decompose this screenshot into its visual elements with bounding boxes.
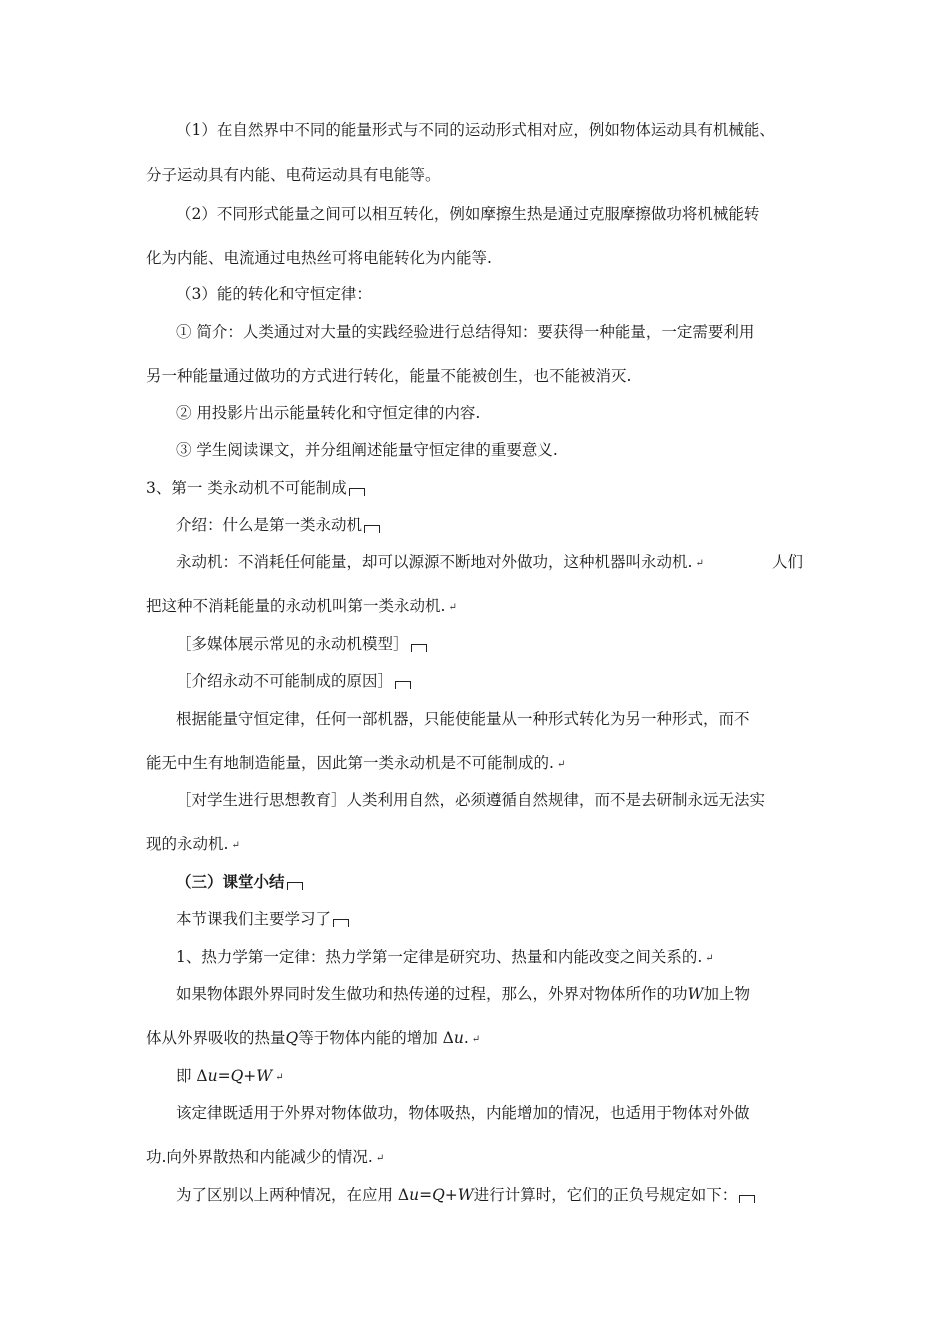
- paragraph-line: 本节课我们主要学习了: [176, 909, 349, 929]
- section-heading: （三）课堂小结: [176, 872, 303, 892]
- paragraph-line: ② 用投影片出示能量转化和守恒定律的内容.: [176, 404, 481, 422]
- line-break-icon: ↵: [556, 759, 566, 770]
- line-break-icon: ↵: [275, 1072, 284, 1083]
- paragraph-line: 1、热力学第一定律：热力学第一定律是研究功、热量和内能改变之间关系的. ↵: [176, 948, 714, 966]
- paragraph-line: 该定律既适用于外界对物体做功，物体吸热，内能增加的情况，也适用于物体对外做: [176, 1104, 750, 1122]
- paragraph-line: 介绍：什么是第一类永动机: [176, 515, 380, 535]
- paragraph-mark-icon: [395, 681, 411, 689]
- paragraph-line: （3）能的转化和守恒定律：: [176, 285, 372, 303]
- line-break-icon: ↵: [375, 1153, 385, 1164]
- paragraph-line: 如果物体跟外界同时发生做功和热传递的过程，那么，外界对物体所作的功W加上物: [176, 985, 750, 1003]
- paragraph-line: 分子运动具有内能、电荷运动具有电能等。: [146, 166, 441, 184]
- paragraph-line: 现的永动机. ↵: [146, 835, 240, 853]
- line-break-icon: ↵: [448, 602, 457, 613]
- paragraph-mark-icon: [333, 919, 349, 927]
- paragraph-mark-icon: [349, 488, 365, 496]
- line-break-icon: ↵: [471, 1034, 481, 1045]
- paragraph-line: ［对学生进行思想教育］人类利用自然，必须遵循自然规律，而不是去研制永远无法实: [176, 791, 766, 809]
- paragraph-line: ［多媒体展示常见的永动机模型］: [176, 634, 427, 654]
- line-break-icon: ↵: [231, 840, 240, 851]
- paragraph-line: ① 简介：人类通过对大量的实践经验进行总结得知：要获得一种能量，一定需要利用: [176, 323, 755, 341]
- line-break-icon: ↵: [705, 953, 714, 964]
- line-break-icon: ↵: [695, 558, 704, 569]
- paragraph-line: 能无中生有地制造能量，因此第一类永动机是不可能制成的. ↵: [146, 754, 566, 772]
- paragraph-line: 为了区别以上两种情况，在应用 Δu=Q+W进行计算时，它们的正负号规定如下：: [176, 1185, 755, 1205]
- section-heading: 3、第一 类永动机不可能制成: [146, 478, 365, 498]
- paragraph-line: 另一种能量通过做功的方式进行转化，能量不能被创生，也不能被消灭.: [146, 367, 632, 385]
- paragraph-line: ③ 学生阅读课文，并分组阐述能量守恒定律的重要意义.: [176, 441, 558, 459]
- paragraph-line: 根据能量守恒定律，任何一部机器，只能使能量从一种形式转化为另一种形式，而不: [176, 710, 750, 728]
- paragraph-mark-icon: [411, 644, 427, 652]
- paragraph-line: 化为内能、电流通过电热丝可将电能转化为内能等.: [146, 249, 492, 267]
- paragraph-line: （1）在自然界中不同的能量形式与不同的运动形式相对应，例如物体运动具有机械能、: [176, 121, 775, 139]
- paragraph-line: （2）不同形式能量之间可以相互转化，例如摩擦生热是通过克服摩擦做功将机械能转: [176, 205, 760, 223]
- paragraph-line: 体从外界吸收的热量Q等于物体内能的增加 Δu. ↵: [146, 1029, 481, 1047]
- paragraph-line: 人们: [772, 553, 804, 571]
- paragraph-line: ［介绍永动不可能制成的原因］: [176, 671, 411, 691]
- paragraph-line: 永动机：不消耗任何能量，却可以源源不断地对外做功，这种机器叫永动机. ↵: [176, 553, 704, 571]
- paragraph-mark-icon: [739, 1195, 755, 1203]
- paragraph-line: 功.向外界散热和内能减少的情况. ↵: [146, 1148, 385, 1166]
- paragraph-mark-icon: [364, 525, 380, 533]
- paragraph-line: 把这种不消耗能量的永动机叫第一类永动机. ↵: [146, 597, 457, 615]
- paragraph-mark-icon: [287, 882, 303, 890]
- formula-line: 即 Δu=Q+W ↵: [176, 1067, 284, 1085]
